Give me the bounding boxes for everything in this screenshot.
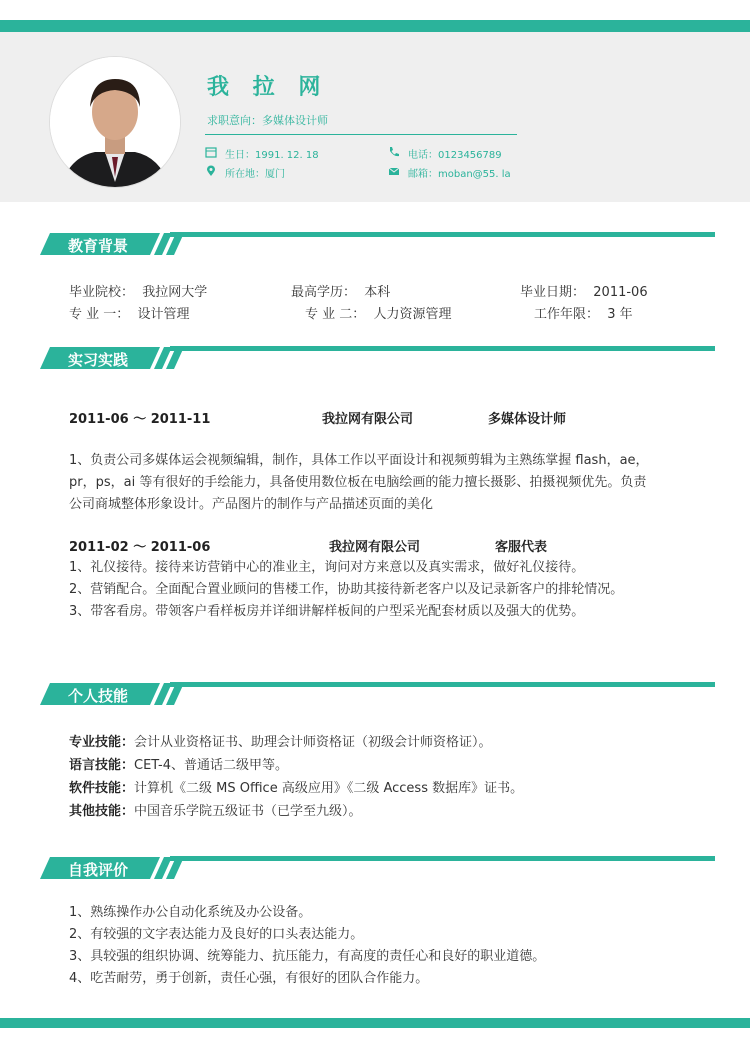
work-years-row: 工作年限： 3 年 <box>534 307 633 322</box>
job2-description <box>69 557 689 623</box>
job1-title: 多媒体设计师 <box>488 412 567 427</box>
intent-divider <box>205 134 517 135</box>
skills-section-line <box>170 682 715 687</box>
skills-section-header <box>40 683 190 705</box>
description-line: 2、营销配合。全面配合置业顾问的售楼工作，协助其接待新老客户以及记录新客户的排轮情况。 <box>69 582 624 597</box>
major1-row: 专 业 一： 设计管理 <box>69 307 190 322</box>
section-title: 自我评价 <box>68 861 129 879</box>
location-pin-icon <box>205 165 217 180</box>
skill-software: 软件技能：计算机《二级 MS Office 高级应用》《二级 Access 数据库》证书。 <box>69 781 524 796</box>
school-row: 毕业院校： 我拉网大学 <box>69 285 208 300</box>
phone-icon <box>388 146 400 161</box>
self-section-header <box>40 857 190 879</box>
bottom-accent-bar <box>0 1018 750 1028</box>
top-accent-bar <box>0 20 750 32</box>
description-line: 3、带客看房。带领客户看样板房并详细讲解样板间的户型采光配套材质以及强大的优势。 <box>69 604 585 619</box>
description-line: 1、礼仪接待。接待来访营销中心的准业主，询问对方来意以及真实需求，做好礼仪接待。 <box>69 560 585 575</box>
description-line: 1、负责公司多媒体运会视频编辑，制作，具体工作以平面设计和视频剪辑为主熟练掌握 flash，ae， <box>69 453 649 468</box>
skill-professional: 专业技能：会计从业资格证书、助理会计师资格证（初级会计师资格证）。 <box>69 735 492 750</box>
birth-text: 生日：1991. 12. 18 <box>225 150 319 161</box>
description-line: pr，ps，ai 等有很好的手绘能力，具备使用数位板在电脑绘画的能力擅长摄影、拍摄视频优先。负责 <box>69 475 647 490</box>
job1-period: 2011-06 ～ 2011-11 <box>69 412 211 427</box>
mail-icon <box>388 165 400 180</box>
list-item: 2、有较强的文字表达能力及良好的口头表达能力。 <box>69 927 364 942</box>
phone-text: 电话：0123456789 <box>408 150 502 161</box>
candidate-name: 我 拉 网 <box>207 75 329 100</box>
section-title: 教育背景 <box>68 237 129 255</box>
graduation-row: 毕业日期： 2011-06 <box>520 285 648 300</box>
degree-row: 最高学历： 本科 <box>291 285 391 300</box>
skill-other: 其他技能：中国音乐学院五级证书（已学至九级）。 <box>69 804 362 819</box>
internship-section-line <box>170 346 715 351</box>
job1-description <box>69 450 689 516</box>
self-section-line <box>170 856 715 861</box>
calendar-icon <box>205 146 217 161</box>
job1-company: 我拉网有限公司 <box>322 412 414 427</box>
list-item: 4、吃苦耐劳，勇于创新，责任心强，有很好的团队合作能力。 <box>69 971 429 986</box>
description-line: 公司商城整体形象设计。产品图片的制作与产品描述页面的美化 <box>69 497 434 512</box>
birth-info <box>205 146 319 161</box>
skill-language: 语言技能：CET-4、普通话二级甲等。 <box>69 758 289 773</box>
avatar <box>50 57 180 187</box>
location-text: 所在地：厦门 <box>225 169 285 180</box>
email-text: 邮箱：moban@55. la <box>408 169 511 180</box>
section-title: 实习实践 <box>68 351 129 369</box>
job-intent: 求职意向：多媒体设计师 <box>207 114 328 127</box>
phone-info <box>388 146 502 161</box>
job2-company: 我拉网有限公司 <box>329 540 421 555</box>
list-item: 3、具较强的组织协调、统筹能力、抗压能力，有高度的责任心和良好的职业道德。 <box>69 949 546 964</box>
section-title: 个人技能 <box>68 687 129 705</box>
self-evaluation-list <box>69 902 689 990</box>
education-section-header <box>40 233 190 255</box>
location-info <box>205 165 285 180</box>
major2-row: 专 业 二： 人力资源管理 <box>305 307 452 322</box>
education-section-line <box>170 232 715 237</box>
list-item: 1、熟练操作办公自动化系统及办公设备。 <box>69 905 312 920</box>
job2-period: 2011-02 ～ 2011-06 <box>69 540 211 555</box>
internship-section-header <box>40 347 190 369</box>
email-info <box>388 165 511 180</box>
job2-title: 客服代表 <box>495 540 548 555</box>
